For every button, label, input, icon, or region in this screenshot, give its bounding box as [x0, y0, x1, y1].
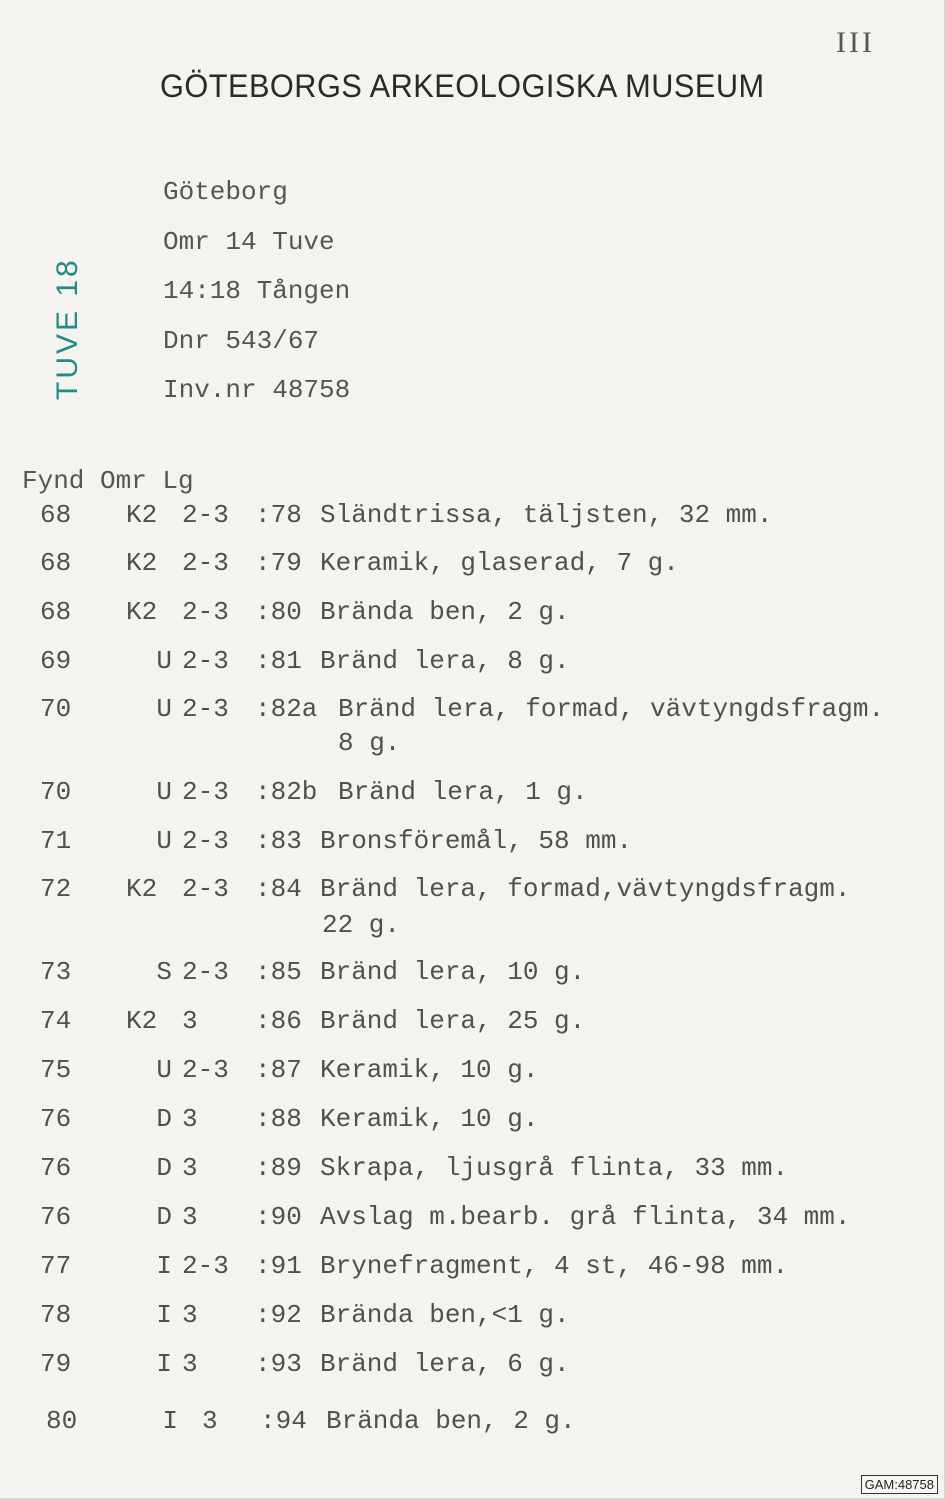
- fynd-cell: 79: [40, 1349, 72, 1379]
- fynd-cell: 71: [40, 826, 72, 856]
- description-cell: Bränd lera, 6 g.: [320, 1349, 570, 1379]
- omr-cell: K2: [126, 874, 158, 904]
- lg-cell: 3: [182, 1349, 198, 1379]
- lg-cell: 2-3: [182, 694, 229, 724]
- fynd-cell: 75: [40, 1055, 72, 1085]
- description-cell: Bronsföremål, 58 mm.: [320, 826, 633, 856]
- description-cell: Bränd lera, 25 g.: [320, 1006, 586, 1036]
- fynd-cell: 70: [40, 694, 72, 724]
- omr-cell: U: [156, 694, 172, 724]
- omr-cell: S: [156, 957, 172, 987]
- omr-cell: U: [156, 777, 172, 807]
- find-number-cell: :81: [255, 646, 302, 676]
- lg-cell: 3: [182, 1104, 198, 1134]
- fynd-cell: 70: [40, 777, 72, 807]
- find-number-cell: :87: [255, 1055, 302, 1085]
- find-number-cell: :93: [255, 1349, 302, 1379]
- omr-cell: I: [156, 1300, 172, 1330]
- omr-cell: D: [156, 1153, 172, 1183]
- find-number-cell: :84: [255, 874, 302, 904]
- find-number-cell: :91: [255, 1251, 302, 1281]
- description-cell: Bränd lera, formad,vävtyngdsfragm.: [320, 874, 851, 904]
- description-cell: Brända ben, 2 g.: [326, 1406, 576, 1436]
- lg-cell: 2-3: [182, 957, 229, 987]
- site-metadata: [163, 168, 350, 416]
- find-number-cell: :90: [255, 1202, 302, 1232]
- find-number-cell: :79: [255, 548, 302, 578]
- omr-cell: U: [156, 1055, 172, 1085]
- find-number-cell: :80: [255, 597, 302, 627]
- vertical-site-stamp: TUVE 18: [51, 257, 84, 400]
- description-cell: Skrapa, ljusgrå flinta, 33 mm.: [320, 1153, 789, 1183]
- fynd-cell: 77: [40, 1251, 72, 1281]
- lg-cell: 2-3: [182, 597, 229, 627]
- description-cell: Brända ben,<1 g.: [320, 1300, 570, 1330]
- site-line: 14:18 Tången: [163, 276, 351, 306]
- omr-cell: K2: [126, 597, 158, 627]
- lg-cell: 2-3: [182, 1251, 229, 1281]
- find-number-cell: :92: [255, 1300, 302, 1330]
- find-number-cell: :89: [255, 1153, 302, 1183]
- omr-cell: K2: [126, 1006, 158, 1036]
- find-number-cell: :94: [260, 1406, 307, 1436]
- area-line: Omr 14 Tuve: [163, 226, 335, 257]
- description-cell: Bränd lera, 8 g.: [320, 646, 570, 676]
- lg-cell: 2-3: [182, 777, 229, 807]
- omr-cell: I: [162, 1406, 178, 1436]
- description-cell: Brynefragment, 4 st, 46-98 mm.: [320, 1251, 789, 1281]
- description-cell: Avslag m.bearb. grå flinta, 34 mm.: [320, 1202, 851, 1232]
- lg-cell: 3: [182, 1300, 198, 1330]
- find-number-cell: :85: [255, 957, 302, 987]
- fynd-cell: 68: [40, 500, 72, 530]
- find-number-cell: :78: [255, 500, 302, 530]
- description-cell: Bränd lera, 1 g.: [338, 777, 588, 807]
- fynd-cell: 68: [40, 548, 72, 578]
- omr-cell: I: [156, 1251, 172, 1281]
- catalog-stamp: GAM:48758: [861, 1475, 938, 1494]
- fynd-cell: 76: [40, 1153, 72, 1183]
- description-cell: Keramik, 10 g.: [320, 1055, 539, 1085]
- table-header: Fynd Omr Lg: [22, 466, 194, 496]
- lg-cell: 3: [182, 1153, 198, 1183]
- fynd-cell: 78: [40, 1300, 72, 1330]
- fynd-cell: 69: [40, 646, 72, 676]
- lg-cell: 3: [202, 1406, 218, 1436]
- lg-cell: 2-3: [182, 874, 229, 904]
- omr-cell: K2: [126, 500, 158, 530]
- omr-cell: D: [156, 1104, 172, 1134]
- fynd-cell: 72: [40, 874, 72, 904]
- inventory-line: Inv.nr 48758: [163, 375, 351, 405]
- fynd-cell: 76: [40, 1104, 72, 1134]
- lg-cell: 2-3: [182, 548, 229, 578]
- description-cell: Bränd lera, 10 g.: [320, 957, 586, 987]
- dnr-line: Dnr 543/67: [163, 325, 320, 356]
- page-number: III: [836, 26, 875, 59]
- description-cell: Sländtrissa, täljsten, 32 mm.: [320, 500, 773, 530]
- fynd-cell: 68: [40, 597, 72, 627]
- description-continuation: 8 g.: [338, 728, 401, 758]
- fynd-cell: 74: [40, 1006, 72, 1036]
- city-line: Göteborg: [163, 177, 288, 207]
- omr-cell: K2: [126, 548, 158, 578]
- find-number-cell: :83: [255, 826, 302, 856]
- description-cell: Keramik, glaserad, 7 g.: [320, 548, 679, 578]
- find-number-cell: :82b: [255, 777, 318, 807]
- museum-title: GÖTEBORGS ARKEOLOGISKA MUSEUM: [160, 68, 765, 104]
- description-cell: Brända ben, 2 g.: [320, 597, 570, 627]
- fynd-cell: 76: [40, 1202, 72, 1232]
- description-continuation: 22 g.: [322, 910, 401, 940]
- omr-cell: U: [156, 826, 172, 856]
- find-number-cell: :88: [255, 1104, 302, 1134]
- description-cell: Keramik, 10 g.: [320, 1104, 539, 1134]
- find-number-cell: :86: [255, 1006, 302, 1036]
- fynd-cell: 73: [40, 957, 72, 987]
- lg-cell: 2-3: [182, 646, 229, 676]
- omr-cell: D: [156, 1202, 172, 1232]
- lg-cell: 3: [182, 1006, 198, 1036]
- lg-cell: 2-3: [182, 1055, 229, 1085]
- lg-cell: 2-3: [182, 826, 229, 856]
- omr-cell: U: [156, 646, 172, 676]
- find-number-cell: :82a: [255, 694, 318, 724]
- lg-cell: 2-3: [182, 500, 229, 530]
- lg-cell: 3: [182, 1202, 198, 1232]
- omr-cell: I: [156, 1349, 172, 1379]
- fynd-cell: 80: [46, 1406, 78, 1436]
- description-cell: Bränd lera, formad, vävtyngdsfragm.: [338, 694, 885, 724]
